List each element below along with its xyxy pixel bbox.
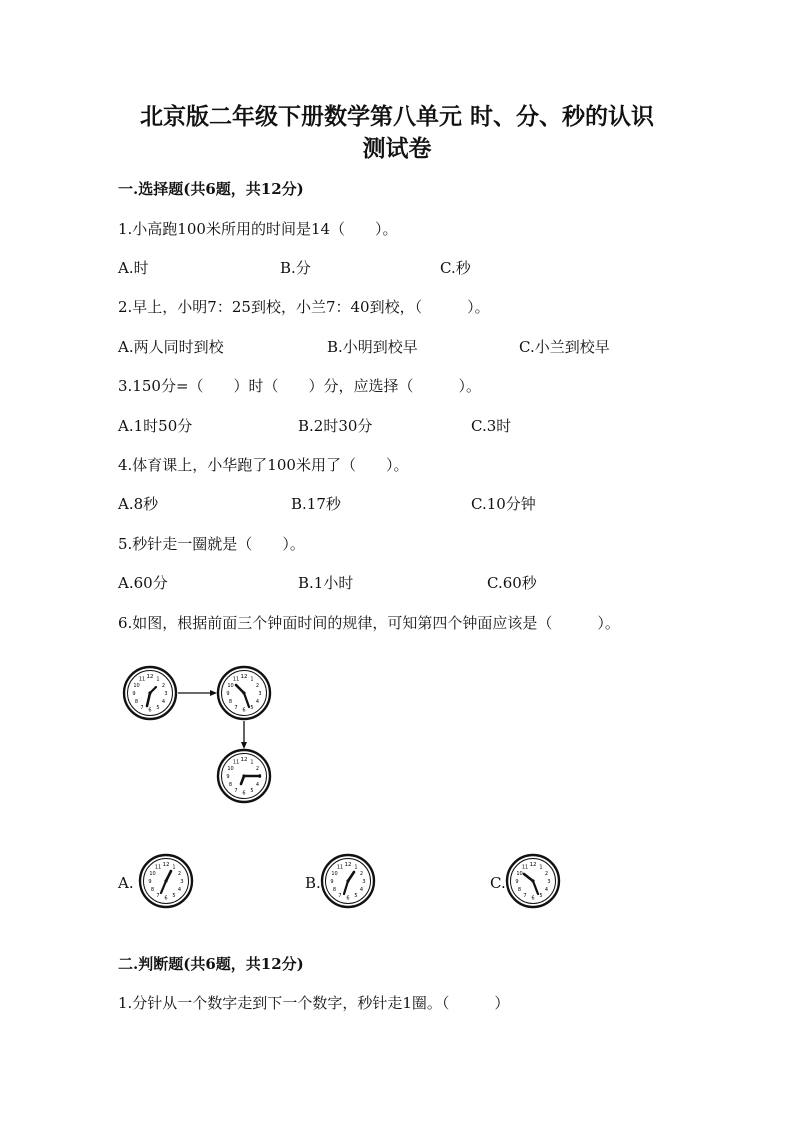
q2-option-b: B.小明到校早 [327,338,418,356]
q3-option-a: A.1时50分 [118,417,193,435]
q2-option-a: A.两人同时到校 [118,338,224,356]
q6-option-c-label: C. [490,874,506,892]
q2-stem: 2.早上，小明7：25到校，小兰7：40到校，（ ）。 [118,298,490,316]
q2-option-c: C.小兰到校早 [519,338,610,356]
page-title-line2: 测试卷 [362,135,432,162]
page-title-line1: 北京版二年级下册数学第八单元 时、分、秒的认识 [139,103,654,130]
q6-option-b-clock [322,855,374,907]
q3-stem: 3.150分=（ ）时（ ）分，应选择（ ）。 [118,377,482,395]
sequence-clock-1 [124,667,176,719]
q5-option-c: C.60秒 [487,574,537,592]
q4-option-c: C.10分钟 [471,495,536,513]
sequence-clock-3 [218,750,270,802]
q1-option-b: B.分 [280,259,311,277]
q3-option-c: C.3时 [471,417,512,435]
q6-option-c-clock [507,855,559,907]
sequence-clock-2 [218,667,270,719]
section1-heading: 一.选择题(共6题，共12分) [118,180,304,198]
q1-option-a: A.时 [118,259,149,277]
q5-option-a: A.60分 [118,574,168,592]
q4-option-a: A.8秒 [118,495,159,513]
q4-option-b: B.17秒 [291,495,341,513]
q1-option-c: C.秒 [440,259,471,277]
q6-option-b-label: B. [305,874,321,892]
q5-stem: 5.秒针走一圈就是（ ）。 [118,535,305,553]
q4-stem: 4.体育课上，小华跑了100米用了（ ）。 [118,456,409,474]
clock-sequence-figure: 12 1 2 3 4 5 6 7 8 9 10 11 [120,660,290,805]
q6-option-a-clock [140,855,192,907]
q5-option-b: B.1小时 [298,574,354,592]
q1-stem: 1.小高跑100米所用的时间是14（ ）。 [118,220,398,238]
s2-q1-stem: 1.分针从一个数字走到下一个数字，秒针走1圈。（ ） [118,994,510,1012]
q3-option-b: B.2时30分 [298,417,373,435]
section2-heading: 二.判断题(共6题，共12分) [118,955,304,973]
q6-option-a-label: A. [118,874,134,892]
q6-stem: 6.如图，根据前面三个钟面时间的规律，可知第四个钟面应该是（ ）。 [118,614,620,632]
